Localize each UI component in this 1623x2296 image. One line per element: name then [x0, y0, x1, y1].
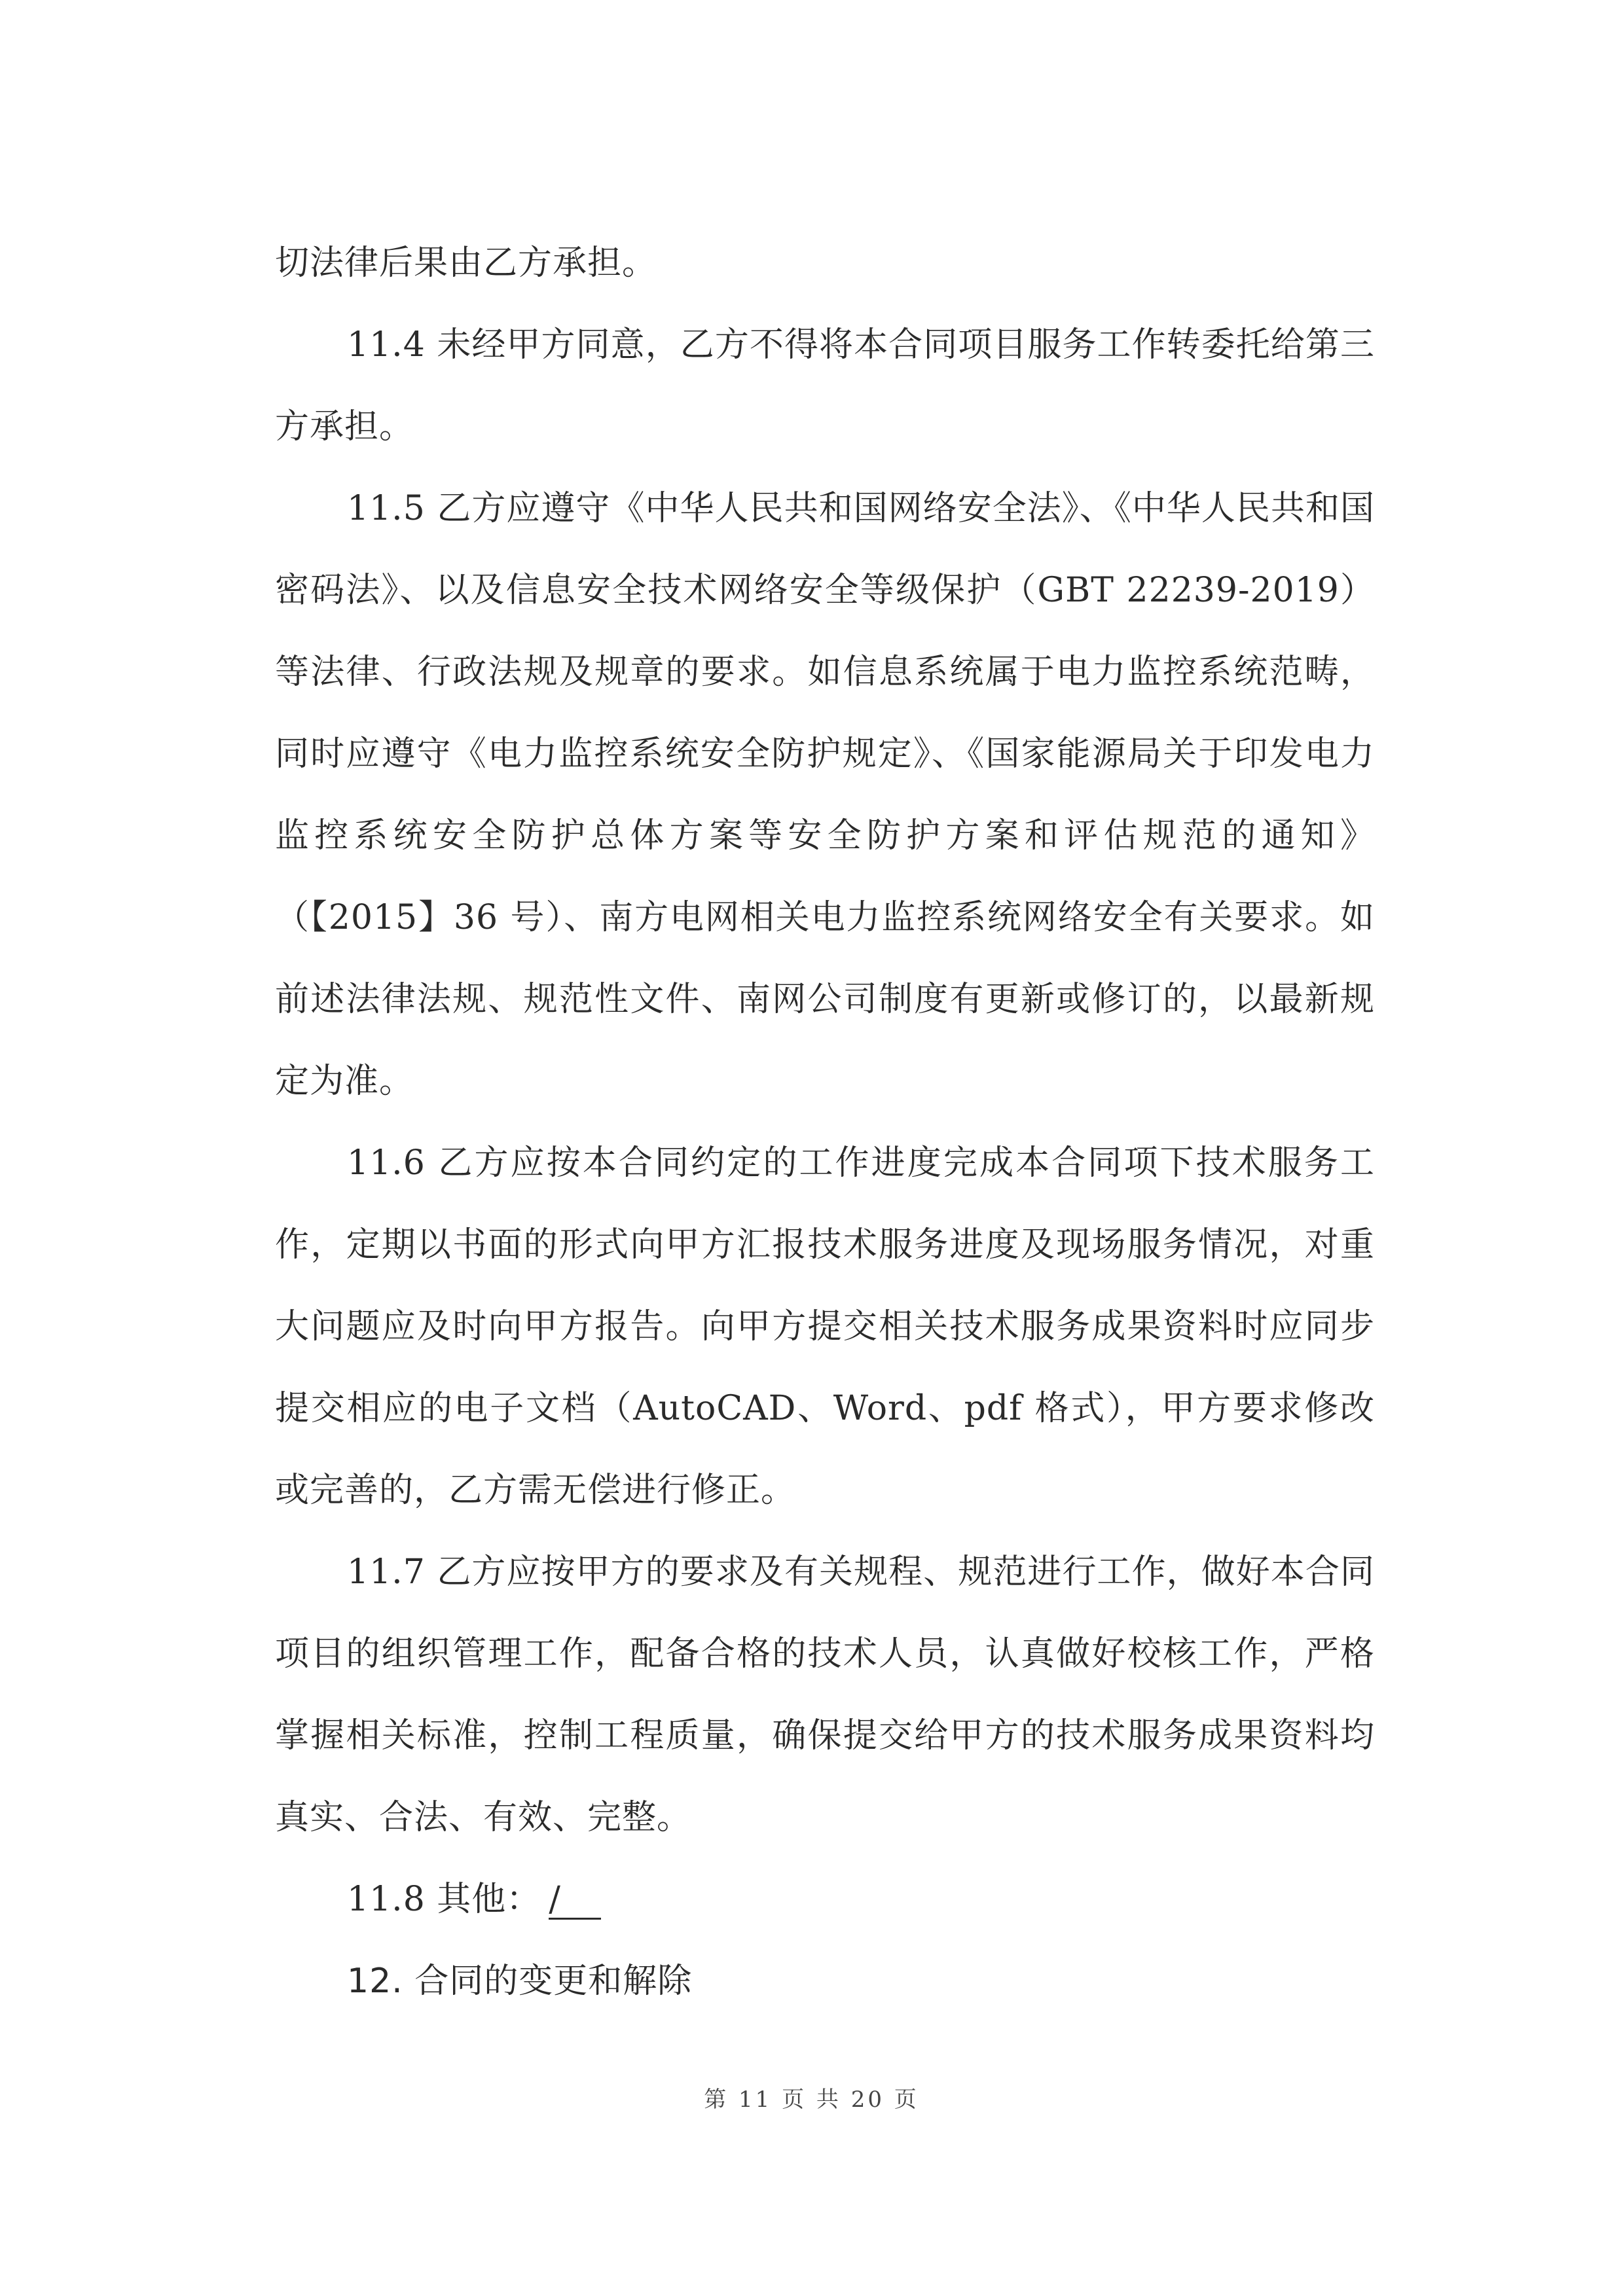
clause-11-8	[275, 1859, 1375, 1941]
clause-11-6: 11.6 乙方应按本合同约定的工作进度完成本合同项下技术服务工作，定期以书面的形式向甲方汇报技术服务进度及现场服务情况，对重大问题应及时向甲方报告。向甲方提交相关技术服务成果资料时应同步提交相应的电子文档（AutoCAD、Word、pdf 格式），甲方要求修改或完善的，乙方需无偿进行修正。	[275, 1143, 1375, 1510]
clause-11-8-value: /	[549, 1881, 601, 1920]
paragraph-continuation: 切法律后果由乙方承担。	[275, 243, 657, 283]
section-heading: 12. 合同的变更和解除	[347, 1962, 693, 2001]
clause-11-8-label: 11.8 其他：	[347, 1880, 541, 1919]
document-body	[275, 223, 1375, 2022]
clause-11-7: 11.7 乙方应按甲方的要求及有关规程、规范进行工作，做好本合同项目的组织管理工作，配备合格的技术人员，认真做好校核工作，严格掌握相关标准，控制工程质量，确保提交给甲方的技术服务成果资料均真实、合法、有效、完整。	[275, 1552, 1375, 1837]
clause-11-5: 11.5 乙方应遵守《中华人民共和国网络安全法》、《中华人民共和国密码法》、以及信息安全技术网络安全等级保护（GBT 22239-2019）等法律、行政法规及规章的要求。如信息系统属于电力监控系统范畴，同时应遵守《电力监控系统安全防护规定》、《国家能源局关于印发电力监控系统安全防护总体方案等安全防护方案和评估规范的通知》（【2015】36 号）、南方电网相关电力监控系统网络安全有关要求。如前述法律法规、规范性文件、南网公司制度有更新或修订的，以最新规定为准。	[275, 489, 1375, 1101]
clause-11-4: 11.4 未经甲方同意，乙方不得将本合同项目服务工作转委托给第三方承担。	[275, 325, 1375, 446]
page-number-footer: 第 11 页 共 20 页	[704, 2087, 919, 2113]
